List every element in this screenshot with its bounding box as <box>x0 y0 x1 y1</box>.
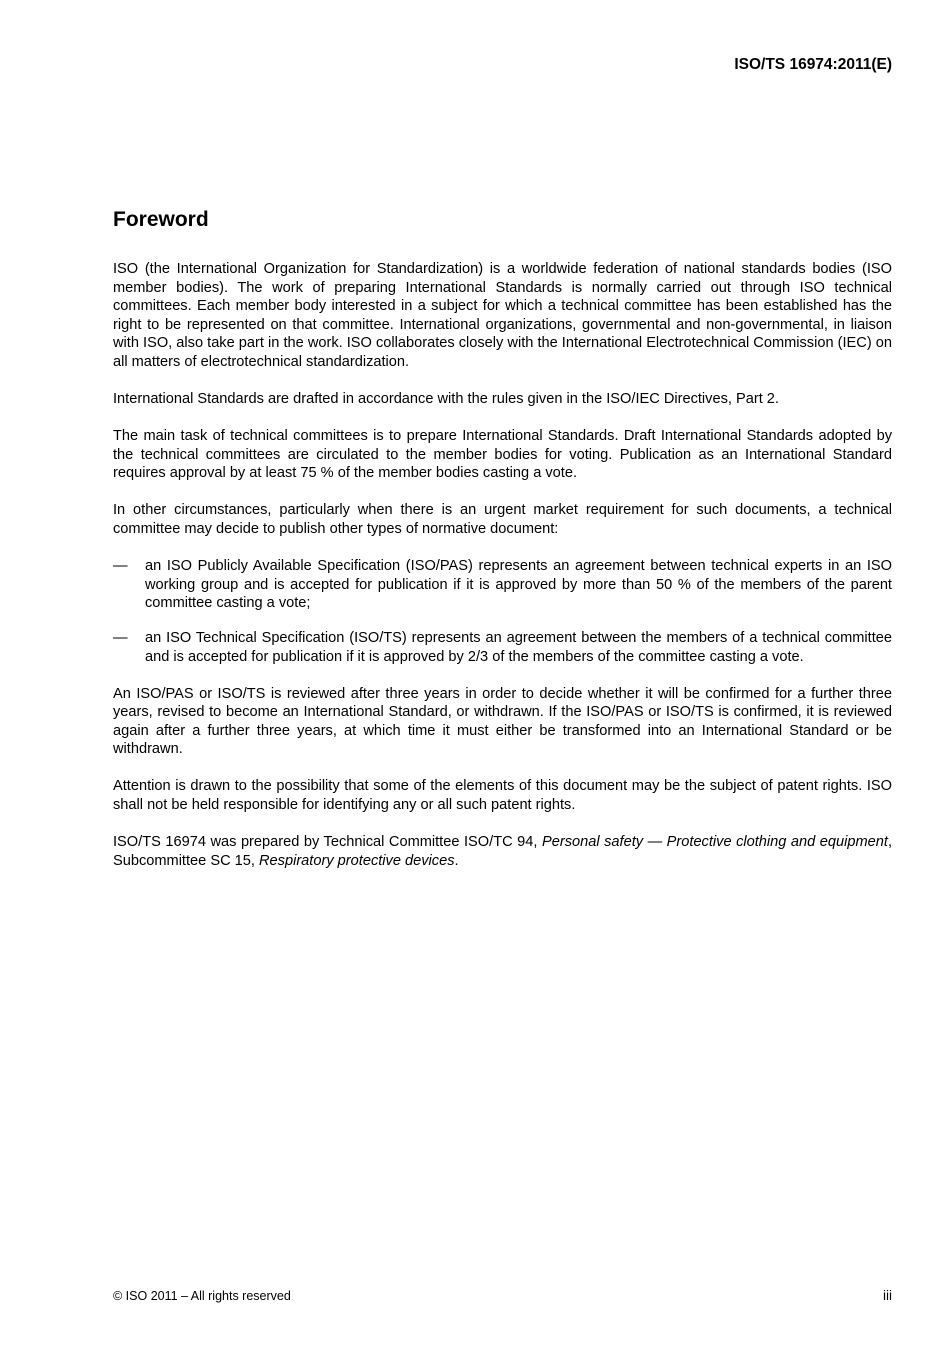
document-identifier: ISO/TS 16974:2011(E) <box>734 56 892 73</box>
paragraph-iso-federation: ISO (the International Organization for Standardization) is a worldwide federation of national standards bodies (ISO member bodies). The work of preparing International Standards is normally carried out through ISO technical committees. Each member body interested in a subject for which a technical committee has been established has the right to be represented on that committee. International organizations, governmental and non-governmental, in liaison with ISO, also take part in the work. ISO collaborates closely with the International Electrotechnical Commission (IEC) on all matters of electrotechnical standardization. <box>113 261 892 370</box>
paragraph-prepared-by <box>113 833 892 870</box>
page-number: iii <box>883 1288 892 1303</box>
page-title: Foreword <box>113 208 209 231</box>
dash-bullet: — <box>113 558 128 575</box>
paragraph-other-circumstances: In other circumstances, particularly when there is an urgent market requirement for such documents, a technical committee may decide to publish other types of normative document: <box>113 502 892 538</box>
subcommittee-name: Respiratory protective devices <box>259 852 455 869</box>
list-item <box>113 629 892 666</box>
prepared-sub-lead: , Subcommittee SC 15, <box>113 834 892 869</box>
list-item <box>113 557 892 613</box>
list-item-text: an ISO Technical Specification (ISO/TS) represents an agreement between the members of a technical committee and is accepted for publication if it is approved by 2/3 of the members of the committee casting a vote. <box>145 629 892 665</box>
committee-name: Personal safety — Protective clothing and equipment <box>541 834 888 851</box>
paragraph-patent-rights: Attention is drawn to the possibility that some of the elements of this document may be the subject of patent rights. ISO shall not be held responsible for identifying any or all such patent rights. <box>113 778 892 814</box>
prepared-end: . <box>454 852 459 869</box>
paragraph-review: An ISO/PAS or ISO/TS is reviewed after three years in order to decide whether it will be confirmed for a further three years, revised to become an International Standard, or withdrawn. If the ISO/PAS or ISO/TS is confirmed, it is reviewed again after a further three years, at which time it must either be transformed into an International Standard or be withdrawn. <box>113 685 892 758</box>
dash-bullet: — <box>113 629 128 646</box>
prepared-lead: ISO/TS 16974 was prepared by Technical Committee ISO/TC 94, <box>113 834 542 851</box>
paragraph-directives: International Standards are drafted in accordance with the rules given in the ISO/IEC Directives, Part 2. <box>113 391 779 408</box>
document-types-list <box>113 557 892 666</box>
paragraph-committee-task: The main task of technical committees is to prepare International Standards. Draft International Standards adopted by the technical committees are circulated to the member bodies for voting. Publication as an International Standard requires approval by at least 75 % of the member bodies casting a vote. <box>113 428 892 482</box>
list-item-text: an ISO Publicly Available Specification (ISO/PAS) represents an agreement between technical experts in an ISO working group and is accepted for publication if it is approved by more than 50 % of the members of the parent committee casting a vote; <box>145 558 892 612</box>
foreword-body <box>113 260 892 889</box>
copyright-notice: © ISO 2011 – All rights reserved <box>113 1289 291 1303</box>
